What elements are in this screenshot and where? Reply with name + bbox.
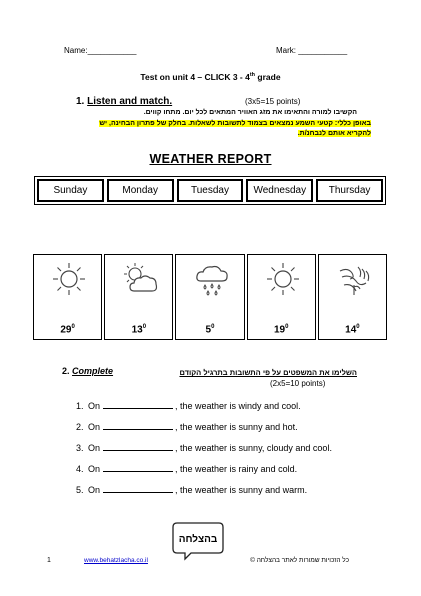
days-row: [34, 176, 386, 205]
question-2-number: 2.: [62, 366, 70, 376]
site-link[interactable]: www.behatzlacha.co.il: [84, 557, 148, 564]
temperature: [176, 324, 243, 335]
mark-field-label: Mark: ___________: [276, 46, 348, 55]
weather-card: [33, 254, 102, 340]
day-cell-sunday: Sunday: [37, 179, 104, 202]
question-1-heading: [76, 96, 172, 107]
temperature-value: 5: [205, 324, 212, 335]
temperature: [319, 324, 386, 335]
sentence-prefix: On: [88, 401, 101, 411]
day-cell-wednesday: Wednesday: [246, 179, 313, 202]
logo-text: בהצלחה: [178, 534, 218, 545]
test-title-sup: th: [249, 72, 256, 79]
hebrew-note-line-1: באופן כללי: קטעי השמע נמצאים בצמוד לתשובות לשאלות. בחלק של פתרון הבחינה, יש: [99, 120, 371, 127]
question-2-heading: [62, 366, 113, 376]
sentence-prefix: On: [88, 464, 101, 474]
sentence-prefix: On: [88, 422, 101, 432]
degree-mark: 0: [142, 323, 147, 330]
question-2-label: Complete: [72, 366, 114, 376]
test-title: [0, 72, 421, 82]
question-1-hebrew-instruction: הקשיבו למורה והתאימו את מזג האוויר המתאים לכל יום. מתחו קווים.: [143, 109, 357, 116]
sentence-item: [76, 484, 307, 495]
degree-mark: 0: [356, 323, 360, 330]
answer-blank[interactable]: [103, 442, 173, 451]
sentence-item: [76, 442, 332, 453]
weather-card: [318, 254, 387, 340]
test-title-main: Test on unit 4 – CLICK 3 - 4: [140, 72, 250, 82]
sentence-item: [76, 400, 301, 411]
temperature: [105, 324, 172, 335]
sentence-suffix: , the weather is rainy and cold.: [175, 464, 298, 474]
sentence-number: 2.: [76, 422, 84, 432]
sentence-suffix: , the weather is sunny and hot.: [175, 422, 298, 432]
weather-card: [175, 254, 244, 340]
sentence-number: 4.: [76, 464, 84, 474]
page-number: 1: [47, 557, 51, 564]
day-cell-tuesday: Tuesday: [177, 179, 244, 202]
answer-blank[interactable]: [103, 484, 173, 493]
question-1-label: Listen and match.: [87, 96, 173, 107]
weather-report-title: WEATHER REPORT: [149, 152, 272, 166]
sentence-suffix: , the weather is sunny, cloudy and cool.: [175, 443, 332, 453]
sentence-suffix: , the weather is sunny and warm.: [175, 485, 308, 495]
sentence-number: 1.: [76, 401, 84, 411]
hebrew-note-line-2: להקריא אותם לנבחנ/ת.: [297, 130, 371, 137]
temperature-value: 14: [345, 324, 357, 335]
temperature: [248, 324, 315, 335]
question-2-hebrew-instruction: השלימו את המשפטים על פי התשובות בתרגיל הקודם: [179, 368, 357, 377]
degree-mark: 0: [285, 323, 289, 330]
answer-blank[interactable]: [103, 463, 173, 472]
question-1-points: (3x5=15 points): [245, 97, 301, 106]
rain-cloud-icon: [193, 261, 231, 299]
behatzlacha-logo: [169, 521, 227, 561]
wind-icon: [336, 261, 374, 299]
sun-icon: [265, 261, 301, 297]
question-1-hebrew-note: [41, 119, 371, 139]
copyright-notice: כל הזכויות שמורות לאתר בהצלחה ©: [250, 557, 349, 564]
question-2-points: (2x5=10 points): [270, 379, 326, 388]
temperature-value: 29: [60, 324, 72, 335]
weather-card: [247, 254, 316, 340]
day-cell-monday: Monday: [107, 179, 174, 202]
sun-icon: [51, 261, 87, 297]
weather-cards-row: [33, 254, 387, 340]
sentence-item: [76, 463, 297, 474]
temperature-value: 13: [131, 324, 143, 335]
sentence-item: [76, 421, 298, 432]
sentence-prefix: On: [88, 485, 101, 495]
temperature: [34, 324, 101, 335]
degree-mark: 0: [71, 323, 75, 330]
test-title-tail: grade: [255, 72, 281, 82]
temperature-value: 19: [273, 324, 286, 335]
sentence-number: 3.: [76, 443, 84, 453]
degree-mark: 0: [211, 323, 215, 330]
name-field-label: Name:___________: [64, 46, 137, 55]
sentence-prefix: On: [88, 443, 101, 453]
answer-blank[interactable]: [103, 421, 173, 430]
cloud-sun-icon: [122, 261, 160, 297]
weather-card: [104, 254, 173, 340]
day-cell-thursday: Thursday: [316, 179, 383, 202]
answer-blank[interactable]: [103, 400, 173, 409]
sentence-number: 5.: [76, 485, 84, 495]
question-1-number: 1.: [76, 96, 85, 107]
sentence-suffix: , the weather is windy and cool.: [175, 401, 301, 411]
